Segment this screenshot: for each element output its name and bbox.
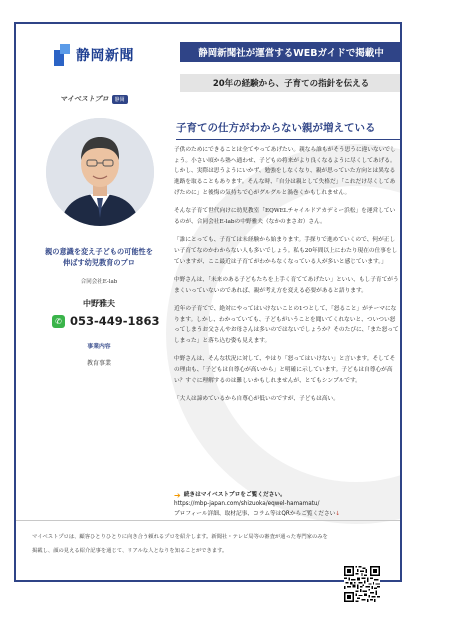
profile-photo (46, 118, 154, 226)
arrow-down-icon: ↓ (335, 510, 341, 517)
article-paragraph: 中野さんは、「未来のある子どもたちを上手く育ててあげたい」といい、もし子育てがうまくいっていないのであれば、親が考え方を変える必要があると語ります。 (174, 276, 399, 294)
qr-code-graphic (344, 566, 380, 602)
person-name: 中野雅夫 (83, 298, 115, 308)
mybestpro-text: マイベストプロ (60, 95, 109, 103)
business-value: 教育事業 (86, 360, 111, 367)
article-paragraph: 近年の子育てで、絶対にやってはいけないことの1つとして、「怒ること」がテーマになります。しかし、わかっていても、子どもがいうことを聞いてくれないと、ついつい怒ってしまうお父さんやお母さんは多いのではないでしょうか？そのたびに、「また怒ってしまった」と落ち込む姿も見えます。 (174, 305, 399, 344)
phone-number[interactable]: 053-449-1863 (70, 314, 160, 328)
cta-note-line (174, 510, 402, 519)
arrow-right-icon: ➔ (174, 491, 181, 500)
logo-mark-icon (54, 44, 70, 66)
article-paragraph: 「大人は諦めているから自尊心が低いのですが、子どもは高い。 (174, 395, 339, 402)
logo-text: 静岡新聞 (76, 48, 134, 64)
mybestpro-logo (60, 94, 128, 104)
qr-code[interactable] (344, 566, 380, 602)
footer-text: マイベストプロは、顧客ひとりひとりに向き合う頼れるプロを紹介します。新聞社・テレビ局等の審査が通った専門家のみを掲載し、顔の見える紹介記事を通じて、リアルな人となりを知ることができます。 (32, 534, 328, 554)
header-subbanner: 20年の経験から、子育ての指針を伝える (180, 74, 402, 92)
ad-frame (14, 22, 402, 582)
article-paragraph: そんな子育て世代向けに幼児教室「EQWELチャイルドアカデミー浜松」を運営しているのが、合同会社E-labの中野雅夫（なかのまさお）さん。 (174, 208, 396, 225)
cta-url[interactable]: https://mbp-japan.com/shizuoka/eqwel-hamamatu/ (174, 501, 320, 508)
article-paragraph: 子供のためにできることは全てやってあげたい。親なら誰もがそう思うに違いないでしょう。小さい頃から塾へ通わせ、子どもの将来がより良くなるように尽くしてあげる。しかし、実際は思うようにいかず、勉強をしなくなり、親が思っていた方向とは異なる進路を取ることもあります。そんな時、「自分は親として失格だ」「これだけ尽くしてあげたのに」と後悔の気持ちで心がグルグルと渦巻くかもしれません。 (174, 147, 396, 196)
portrait-illustration (46, 118, 154, 226)
phone-icon: ✆ (52, 315, 65, 328)
cta-heading (174, 491, 402, 500)
article-paragraph: 「誰にとっても、子育ては未経験から始まります。手探りで進めていくので、何が正しい子育てなのかわからない人も多いでしょう。私も20年間以上にわたり現在の仕事をしていますが、ここ最近は子育てがわからなくなっている人が多いと感じています。」 (174, 237, 398, 265)
cta-title: 続きはマイベストプロをご覧ください。 (183, 492, 286, 498)
article-heading: 子育ての仕方がわからない親が増えている (176, 120, 402, 140)
mybestpro-region-badge: 静岡 (112, 95, 128, 104)
footer-divider (16, 520, 400, 521)
company-name: 合同会社E-lab (80, 279, 118, 285)
cta-note: プロフィール詳細、取材記事、コラム等はQRからご覧ください (174, 510, 336, 517)
tagline-line-1: 親の意識を変え子どもの可能性を (45, 247, 153, 256)
business-label: 事業内容 (87, 344, 111, 350)
article-paragraph: 中野さんは、そんな状況に対して、やはり「怒ってはいけない」と言います。そしてその理由も、「子どもは自尊心が高いから」と明確に示しています。子どもは自尊心が高い？すぐに理解するのは難しいかもしれませんが、とてもシンプルです。 (174, 356, 396, 384)
call-to-action (174, 491, 402, 519)
header-banner: 静岡新聞社が運営するWEBガイドで掲載中 (180, 42, 402, 62)
profile-tagline (34, 246, 164, 268)
article-body (174, 145, 400, 412)
tagline-line-2: 伸ばす幼児教育のプロ (63, 258, 135, 267)
phone-contact[interactable] (52, 314, 160, 328)
shizuoka-shimbun-logo (54, 44, 134, 66)
